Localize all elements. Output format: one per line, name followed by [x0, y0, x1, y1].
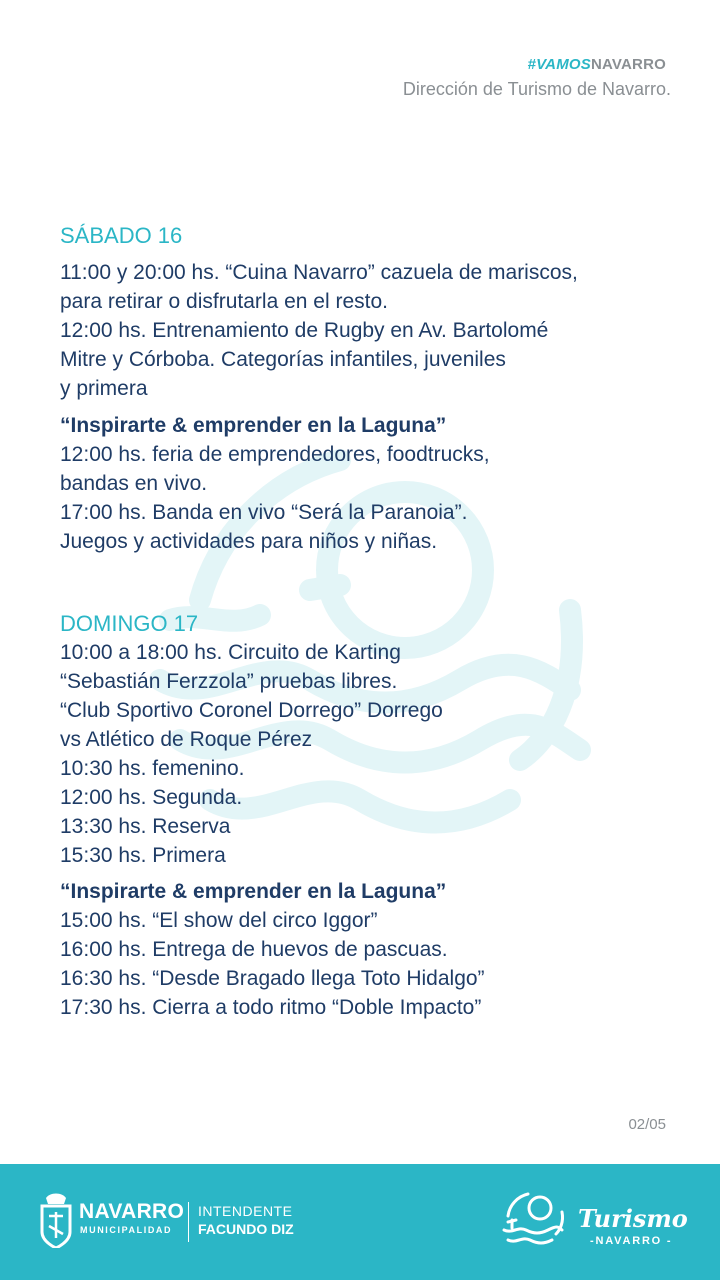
hashtag-navarro: NAVARRO: [590, 56, 666, 73]
intendente-label: INTENDENTE: [198, 1203, 293, 1219]
schedule-line: 17:30 hs. Cierra a todo ritmo “Doble Impacto”: [60, 996, 482, 1019]
schedule-line: para retirar o disfrutarla en el resto.: [60, 290, 388, 313]
sunday-schedule: [60, 638, 443, 870]
schedule-line: 10:00 a 18:00 hs. Circuito de Karting: [60, 641, 401, 664]
turismo-logo-icon: [500, 1190, 566, 1250]
schedule-line: 12:00 hs. Segunda.: [60, 786, 243, 809]
schedule-line: 17:00 hs. Banda en vivo “Será la Paranoia”.: [60, 501, 468, 524]
event-title: “Inspirarte & emprender en la Laguna”: [60, 880, 447, 903]
municipality-name: NAVARRO: [79, 1200, 185, 1223]
schedule-line: 16:00 hs. Entrega de huevos de pascuas.: [60, 938, 448, 961]
municipal-shield-icon: [40, 1192, 72, 1248]
schedule-line: 15:30 hs. Primera: [60, 844, 226, 867]
schedule-line: y primera: [60, 377, 148, 400]
sunday-title: DOMINGO 17: [60, 611, 199, 636]
footer-divider: [188, 1202, 189, 1242]
sunday-event: [60, 877, 485, 1022]
schedule-line: “Sebastián Ferzzola” pruebas libres.: [60, 670, 398, 693]
schedule-line: “Club Sportivo Coronel Dorrego” Dorrego: [60, 699, 443, 722]
schedule-line: 12:00 hs. feria de emprendedores, foodtrucks,: [60, 443, 490, 466]
page-indicator: 02/05: [628, 1116, 666, 1133]
schedule-line: Juegos y actividades para niños y niñas.: [60, 530, 438, 553]
header-subtitle: Dirección de Turismo de Navarro.: [402, 79, 671, 99]
turismo-sub: -NAVARRO -: [590, 1235, 673, 1247]
schedule-line: 12:00 hs. Entrenamiento de Rugby en Av. Bartolomé: [60, 319, 549, 342]
hashtag: [528, 56, 666, 73]
saturday-event: [60, 411, 490, 556]
hashtag-vamos: #VAMOS: [527, 56, 591, 73]
schedule-line: 16:30 hs. “Desde Bragado llega Toto Hidalgo”: [60, 967, 485, 990]
saturday-title: SÁBADO 16: [60, 223, 183, 248]
schedule-line: vs Atlético de Roque Pérez: [60, 728, 313, 751]
schedule-line: 13:30 hs. Reserva: [60, 815, 231, 838]
schedule-line: 15:00 hs. “El show del circo Iggor”: [60, 909, 378, 932]
turismo-name: Turismo: [578, 1204, 688, 1233]
municipality-label: MUNICIPALIDAD: [80, 1225, 173, 1235]
footer-bar: [0, 1164, 720, 1280]
schedule-line: bandas en vivo.: [60, 472, 208, 495]
schedule-line: 10:30 hs. femenino.: [60, 757, 245, 780]
intendente-name: FACUNDO DIZ: [198, 1221, 294, 1237]
schedule-line: 11:00 y 20:00 hs. “Cuina Navarro” cazuela de mariscos,: [60, 261, 578, 284]
event-title: “Inspirarte & emprender en la Laguna”: [60, 414, 447, 437]
schedule-line: Mitre y Córboba. Categorías infantiles, juveniles: [60, 348, 506, 371]
saturday-schedule: [60, 258, 578, 403]
